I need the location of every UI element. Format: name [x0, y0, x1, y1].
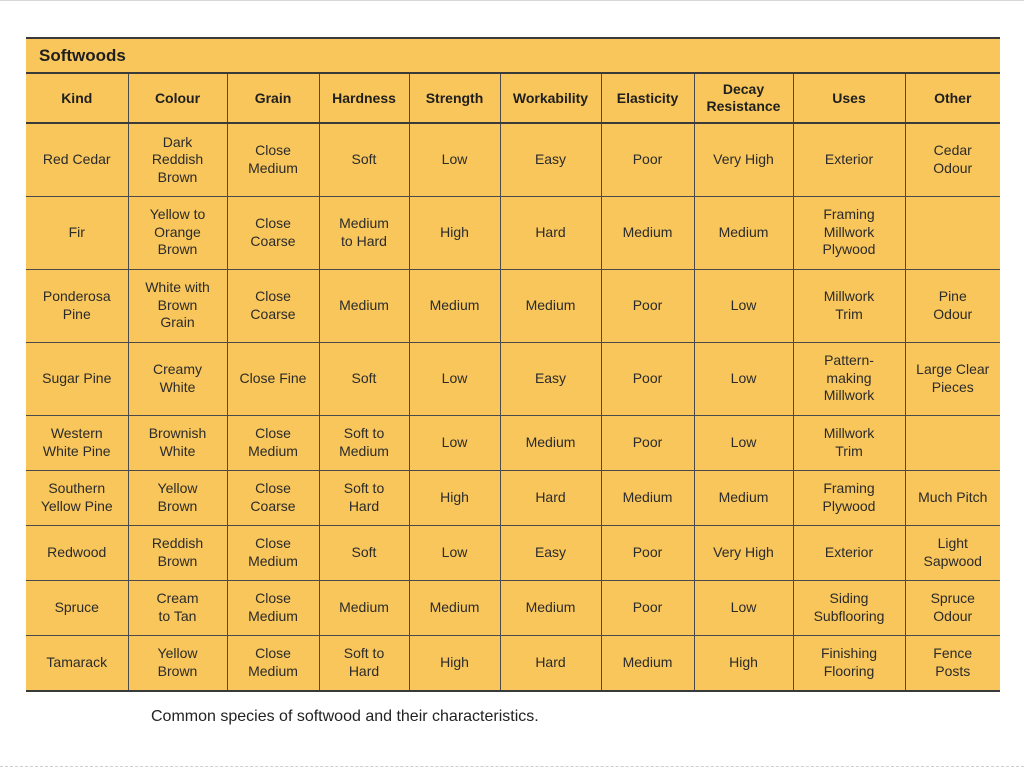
table-cell: Reddish Brown — [128, 525, 227, 580]
table-cell: Poor — [601, 123, 694, 196]
table-cell: Soft — [319, 525, 409, 580]
table-cell: Medium — [319, 269, 409, 342]
table-cell: Yellow to Orange Brown — [128, 196, 227, 269]
table-cell: Hard — [500, 470, 601, 525]
table-cell: Yellow Brown — [128, 470, 227, 525]
table-cell: Spruce — [26, 580, 128, 635]
table-cell: Close Coarse — [227, 269, 319, 342]
table-cell: Sugar Pine — [26, 342, 128, 415]
table-cell — [905, 415, 1000, 470]
column-header: Grain — [227, 74, 319, 123]
column-header: Hardness — [319, 74, 409, 123]
table-cell: Soft to Hard — [319, 635, 409, 690]
table-cell: Finishing Flooring — [793, 635, 905, 690]
table-cell: Large Clear Pieces — [905, 342, 1000, 415]
table-cell: Red Cedar — [26, 123, 128, 196]
table-title: Softwoods — [26, 39, 1000, 74]
table-cell: Framing Plywood — [793, 470, 905, 525]
table-cell: Low — [409, 123, 500, 196]
table-cell: High — [409, 635, 500, 690]
table-cell: Easy — [500, 525, 601, 580]
table-cell: Medium — [500, 415, 601, 470]
table-cell: Close Medium — [227, 415, 319, 470]
table-cell: Close Medium — [227, 635, 319, 690]
table-cell: Medium — [601, 470, 694, 525]
table-cell: Soft — [319, 123, 409, 196]
column-header: Strength — [409, 74, 500, 123]
table-row — [26, 470, 1000, 525]
table-row — [26, 525, 1000, 580]
table-cell: Pine Odour — [905, 269, 1000, 342]
column-header: Uses — [793, 74, 905, 123]
table-cell: Medium — [601, 196, 694, 269]
table-cell: Cream to Tan — [128, 580, 227, 635]
table-cell: Medium — [694, 470, 793, 525]
table-cell: Very High — [694, 525, 793, 580]
figure-caption: Common species of softwood and their characteristics. — [151, 708, 539, 725]
table-cell: Close Fine — [227, 342, 319, 415]
table-cell: Medium — [409, 580, 500, 635]
table-cell: Close Medium — [227, 123, 319, 196]
table-cell: Yellow Brown — [128, 635, 227, 690]
table-cell: Millwork Trim — [793, 415, 905, 470]
page-border-top — [0, 0, 1024, 1]
table-cell: Dark Reddish Brown — [128, 123, 227, 196]
table-cell: White with Brown Grain — [128, 269, 227, 342]
page-border-bottom — [0, 766, 1024, 768]
table-body — [26, 123, 1000, 690]
table-cell: Millwork Trim — [793, 269, 905, 342]
table-cell — [905, 196, 1000, 269]
table-cell: Low — [409, 342, 500, 415]
table-cell: Hard — [500, 635, 601, 690]
column-header: Workability — [500, 74, 601, 123]
table-cell: Low — [694, 580, 793, 635]
table-cell: Medium — [500, 580, 601, 635]
softwoods-table — [26, 74, 1000, 690]
table-cell: Medium — [500, 269, 601, 342]
table-cell: Poor — [601, 580, 694, 635]
table-cell: Framing Millwork Plywood — [793, 196, 905, 269]
table-cell: Much Pitch — [905, 470, 1000, 525]
table-cell: Close Medium — [227, 525, 319, 580]
column-header: Other — [905, 74, 1000, 123]
table-cell: Medium — [601, 635, 694, 690]
table-cell: Ponderosa Pine — [26, 269, 128, 342]
softwoods-table-panel — [26, 37, 1000, 692]
table-cell: Easy — [500, 123, 601, 196]
table-cell: Medium to Hard — [319, 196, 409, 269]
table-cell: High — [694, 635, 793, 690]
table-cell: Soft to Hard — [319, 470, 409, 525]
table-cell: Cedar Odour — [905, 123, 1000, 196]
table-row — [26, 415, 1000, 470]
table-cell: Fence Posts — [905, 635, 1000, 690]
table-cell: Southern Yellow Pine — [26, 470, 128, 525]
table-cell: High — [409, 470, 500, 525]
column-header: Elasticity — [601, 74, 694, 123]
table-row — [26, 123, 1000, 196]
table-cell: Poor — [601, 269, 694, 342]
column-header: Colour — [128, 74, 227, 123]
table-row — [26, 342, 1000, 415]
header-row — [26, 74, 1000, 123]
table-cell: Close Coarse — [227, 470, 319, 525]
table-cell: Soft to Medium — [319, 415, 409, 470]
table-cell: Low — [409, 525, 500, 580]
table-cell: Western White Pine — [26, 415, 128, 470]
table-cell: Creamy White — [128, 342, 227, 415]
table-cell: Medium — [409, 269, 500, 342]
table-cell: Exterior — [793, 525, 905, 580]
table-cell: Poor — [601, 342, 694, 415]
table-cell: Medium — [319, 580, 409, 635]
table-cell: Redwood — [26, 525, 128, 580]
table-header — [26, 74, 1000, 123]
table-cell: Easy — [500, 342, 601, 415]
table-cell: Poor — [601, 525, 694, 580]
table-cell: Exterior — [793, 123, 905, 196]
table-cell: Spruce Odour — [905, 580, 1000, 635]
column-header: Decay Resistance — [694, 74, 793, 123]
table-cell: Very High — [694, 123, 793, 196]
table-row — [26, 635, 1000, 690]
table-cell: Hard — [500, 196, 601, 269]
table-row — [26, 269, 1000, 342]
table-cell: Low — [694, 269, 793, 342]
table-cell: Light Sapwood — [905, 525, 1000, 580]
table-cell: Poor — [601, 415, 694, 470]
table-cell: Fir — [26, 196, 128, 269]
table-cell: Brownish White — [128, 415, 227, 470]
table-cell: Close Coarse — [227, 196, 319, 269]
table-cell: Low — [694, 342, 793, 415]
table-cell: Pattern- making Millwork — [793, 342, 905, 415]
table-cell: Close Medium — [227, 580, 319, 635]
column-header: Kind — [26, 74, 128, 123]
table-cell: Siding Subflooring — [793, 580, 905, 635]
table-row — [26, 580, 1000, 635]
table-row — [26, 196, 1000, 269]
table-cell: Medium — [694, 196, 793, 269]
table-cell: Low — [409, 415, 500, 470]
table-cell: Low — [694, 415, 793, 470]
table-cell: High — [409, 196, 500, 269]
table-cell: Soft — [319, 342, 409, 415]
table-cell: Tamarack — [26, 635, 128, 690]
